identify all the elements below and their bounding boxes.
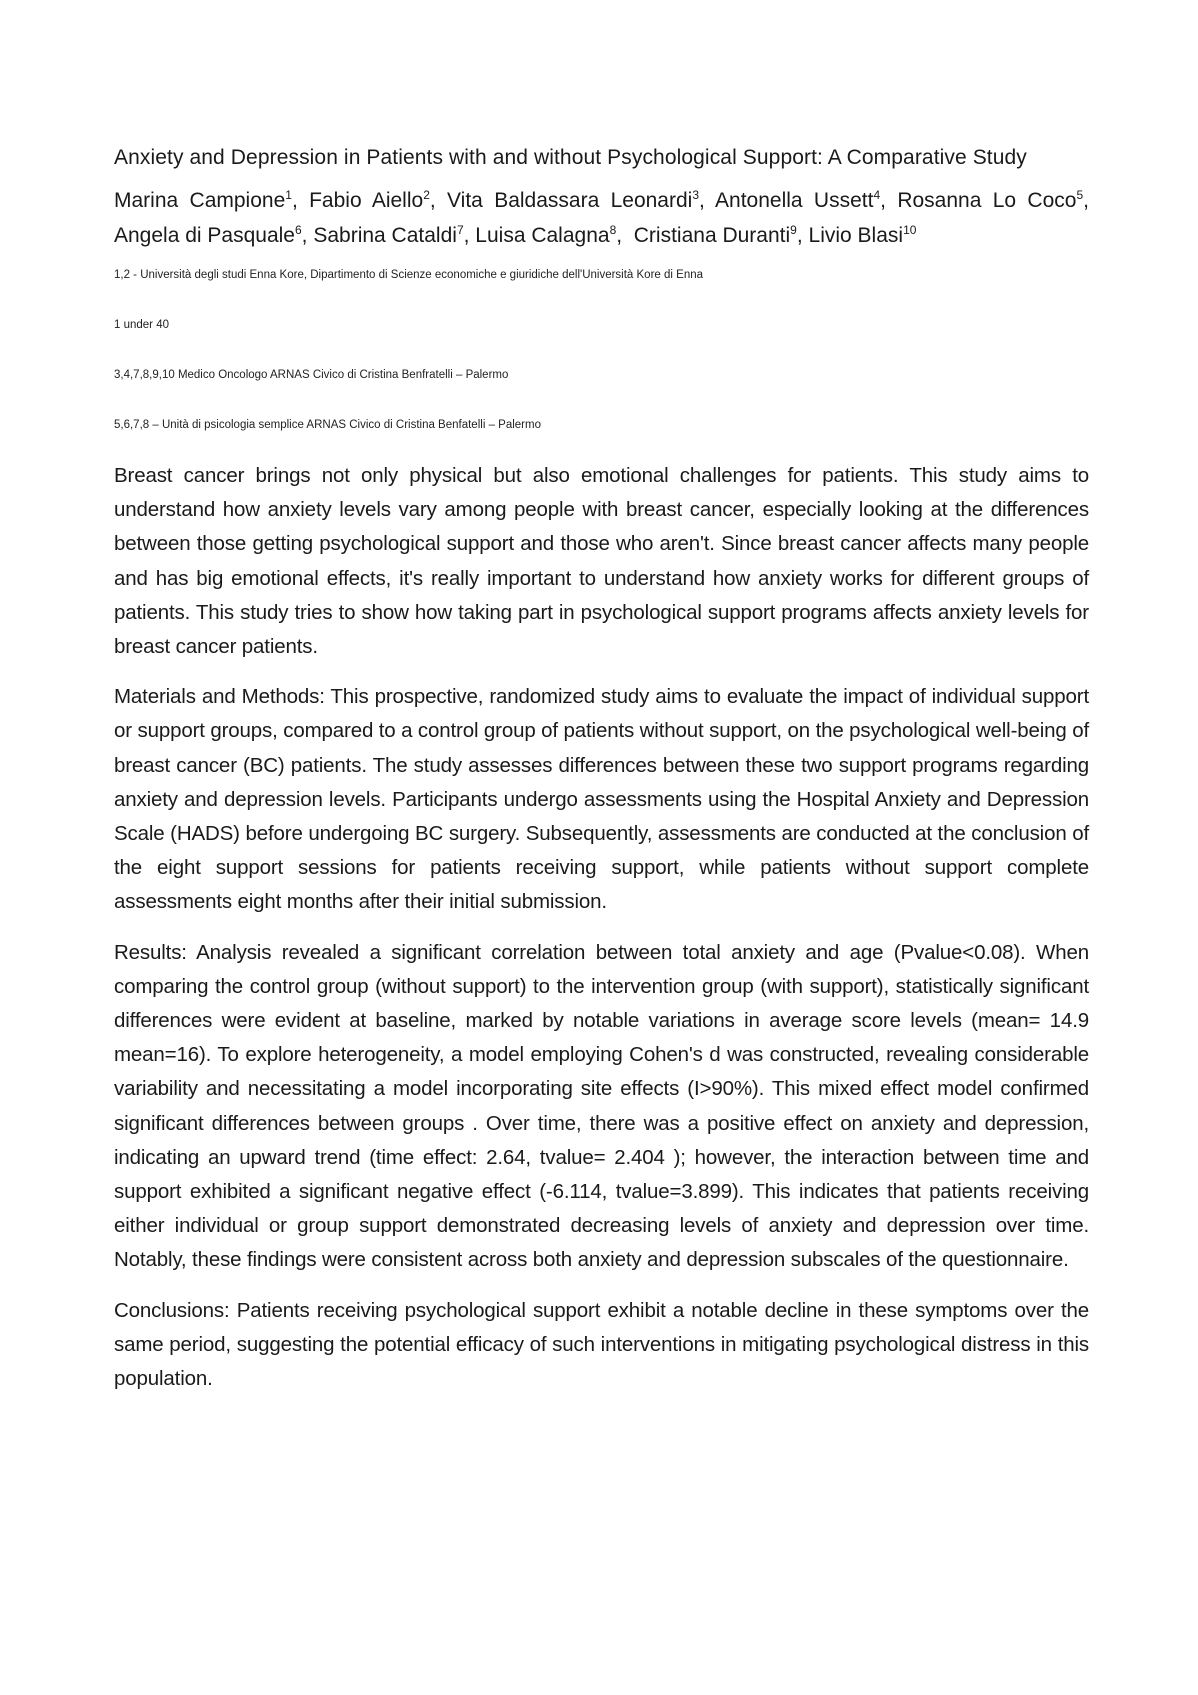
author-name: Luisa Calagna — [475, 224, 610, 247]
author-name: Cristiana Duranti — [633, 224, 791, 247]
author-affiliation-mark: 7 — [456, 223, 464, 237]
affiliation-note: 1 under 40 — [114, 319, 169, 331]
author-name: Angela di Pasquale — [114, 224, 295, 247]
affiliation: 1,2 - Università degli studi Enna Kore, Dipartimento di Scienze economiche e giuridiche dell'Università Kore di Enna — [114, 269, 704, 281]
author-name: Rosanna Lo Coco — [897, 189, 1077, 212]
author-affiliation-mark: 3 — [692, 188, 700, 202]
author-affiliation-mark: 1 — [285, 188, 292, 202]
author-affiliation-mark: 2 — [423, 188, 430, 202]
author-name: Fabio Aiello — [309, 189, 424, 212]
paper-title: Anxiety and Depression in Patients with and without Psychological Support: A Comparative Study — [114, 146, 1027, 169]
author-list: Marina Campione$^1$, Fabio Aiello$^2$, Vita Baldassara Leonardi$^3$, Antonella Ussett$^4$, Rosanna Lo Coco$^5$, Angela di Pasquale$^6$, Sabrina Cataldi$^7$, Luisa Calagna$^8$, Cristiana Duranti$^9$, Livio Blasi$^{10}$ — [114, 188, 1089, 247]
author-name: Antonella Ussett — [715, 189, 874, 212]
author-name: Sabrina Cataldi — [313, 224, 457, 247]
author-affiliation-mark: 5 — [1076, 188, 1084, 202]
methods-paragraph: Materials and Methods: This prospective, randomized study aims to evaluate the impact of individual support or support groups, compared to a control group of patients without support, on the psychological well-being of breast cancer (BC) patients. The study assesses differences between these two support programs regarding anxiety and depression levels. Participants undergo assessments using the Hospital Anxiety and Depression Scale (HADS) before undergoing BC surgery. Subsequently, assessments are conducted at the conclusion of the eight support sessions for patients receiving support, while patients without support complete assessments eight months after their initial submission. — [114, 685, 1089, 914]
affiliation: 5,6,7,8 – Unità di psicologia semplice ARNAS Civico di Cristina Benfatelli – Palermo — [114, 419, 541, 431]
document-page — [114, 140, 1089, 1412]
results-paragraph: Results: Analysis revealed a significant correlation between total anxiety and age (Pvalue<0.08). When comparing the control group (without support) to the intervention group (with support), statistically significant differences were evident at baseline, marked by notable variations in average score levels (mean= 14.9 mean=16). To explore heterogeneity, a model employing Cohen's d was constructed, revealing considerable variability and necessitating a model incorporating site effects (I>90%). This mixed effect model confirmed significant differences between groups . Over time, there was a positive effect on anxiety and depression, indicating an upward trend (time effect: 2.64, tvalue= 2.404 ); however, the interaction between time and support exhibited a significant negative effect (-6.114, tvalue=3.899). This indicates that patients receiving either individual or group support demonstrated decreasing levels of anxiety and depression over time. Notably, these findings were consistent across both anxiety and depression subscales of the questionnaire. — [114, 940, 1089, 1272]
author-affiliation-mark: 9 — [790, 223, 797, 237]
author-name: Marina Campione — [114, 189, 286, 212]
author-affiliation-mark: 10 — [903, 223, 917, 237]
introduction-paragraph: Breast cancer brings not only physical but also emotional challenges for patients. This study aims to understand how anxiety levels vary among people with breast cancer, especially looking at the differences between those getting psychological support and those who aren't. Since breast cancer affects many people and has big emotional effects, it's really important to understand how anxiety works for different groups of patients. This study tries to show how taking part in psychological support programs affects anxiety levels for breast cancer patients. — [114, 464, 1089, 659]
author-affiliation-mark: 4 — [873, 188, 881, 202]
conclusions-paragraph: Conclusions: Patients receiving psychological support exhibit a notable decline in these symptoms over the same period, suggesting the potential efficacy of such interventions in mitigating psychological distress in this population. — [114, 1298, 1089, 1391]
author-affiliation-mark: 6 — [294, 223, 302, 237]
author-name: Vita Baldassara Leonardi — [447, 189, 693, 212]
affiliation: 3,4,7,8,9,10 Medico Oncologo ARNAS Civico di Cristina Benfratelli – Palermo — [114, 369, 509, 381]
author-affiliation-mark: 8 — [609, 223, 617, 237]
author-name: Livio Blasi — [808, 224, 904, 247]
